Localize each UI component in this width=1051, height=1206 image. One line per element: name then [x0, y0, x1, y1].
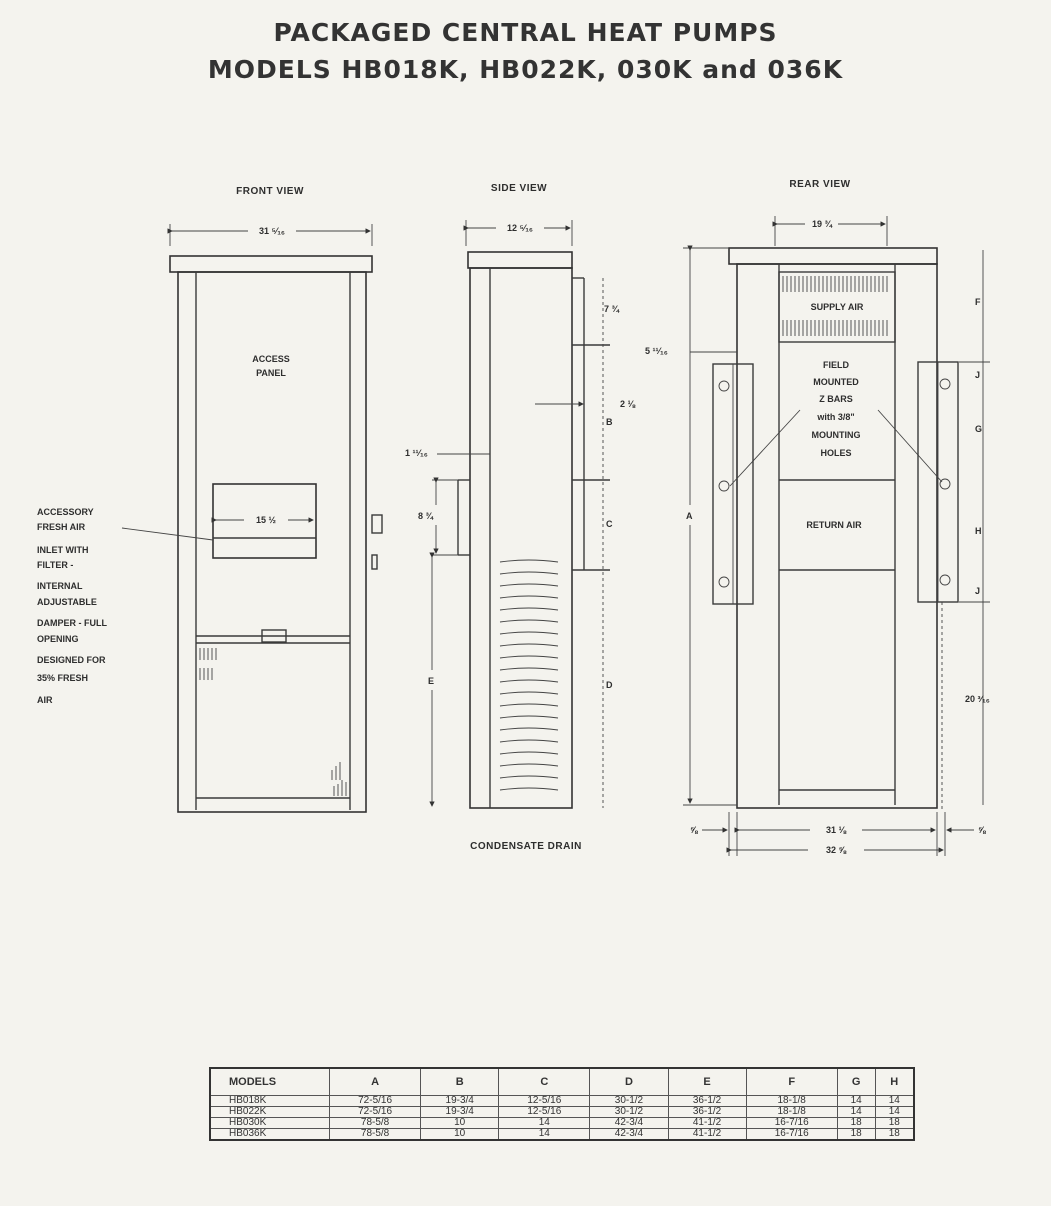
rear-edge-right: ⅝ [978, 825, 986, 835]
table-cell: 41-1/2 [668, 1129, 746, 1141]
svg-text:MOUNTED: MOUNTED [813, 377, 859, 387]
page-subtitle: MODELS HB018K, HB022K, 030K and 036K [207, 55, 844, 84]
svg-text:FIELD: FIELD [823, 360, 849, 370]
table-cell: 72-5/16 [330, 1096, 421, 1107]
svg-text:INTERNAL: INTERNAL [37, 581, 83, 591]
front-cabinet [178, 272, 366, 812]
access-panel-label-1: ACCESS [252, 354, 290, 364]
table-header-row [210, 1068, 914, 1096]
table-cell: HB022K [210, 1107, 330, 1118]
svg-text:INLET WITH: INLET WITH [37, 545, 89, 555]
table-cell: 18 [875, 1129, 914, 1141]
side-recess-dim: 8 ¾ [418, 511, 434, 521]
svg-text:ADJUSTABLE: ADJUSTABLE [37, 597, 97, 607]
svg-text:OPENING: OPENING [37, 634, 79, 644]
rear-top-cap [729, 248, 937, 264]
rear-bottom-inner-dim: 31 ⅛ [825, 825, 847, 835]
table-cell: 78-5/8 [330, 1118, 421, 1129]
side-view-heading: SIDE VIEW [490, 183, 548, 194]
table-cell: 19-3/4 [421, 1107, 499, 1118]
svg-text:FILTER -: FILTER - [37, 560, 74, 570]
table-cell: 42-3/4 [590, 1129, 668, 1141]
table-row [210, 1096, 914, 1107]
table-cell: 14 [499, 1118, 590, 1129]
front-top-cap [170, 256, 372, 272]
table-cell: 78-5/8 [330, 1129, 421, 1141]
rear-dim-f: F [975, 297, 981, 307]
rear-view [645, 179, 990, 856]
table-header: C [499, 1068, 590, 1096]
condensate-drain-label: CONDENSATE DRAIN [470, 841, 582, 852]
table-header: A [330, 1068, 421, 1096]
table-cell: 12-5/16 [499, 1096, 590, 1107]
supply-air-label: SUPPLY AIR [810, 302, 864, 312]
table-header: E [668, 1068, 746, 1096]
svg-text:MOUNTING: MOUNTING [811, 430, 861, 440]
table-header: B [421, 1068, 499, 1096]
side-louvres [500, 560, 558, 790]
side-step-dim: 2 ⅛ [620, 399, 636, 409]
side-top-dim: 7 ¾ [604, 304, 620, 314]
side-offset-dim: 1 ¹¹⁄₁₆ [405, 448, 428, 458]
svg-text:Z BARS: Z BARS [819, 394, 853, 404]
access-panel-label-2: PANEL [256, 368, 286, 378]
table-cell: 18 [837, 1129, 875, 1141]
side-dim-c: C [606, 519, 613, 529]
inlet-width-dim: 15 ½ [255, 515, 277, 525]
table-cell: 14 [875, 1107, 914, 1118]
table-row [210, 1129, 914, 1141]
return-air-label: RETURN AIR [806, 520, 862, 530]
table-header: F [746, 1068, 837, 1096]
table-header: MODELS [210, 1068, 330, 1096]
rear-dim-g: G [975, 424, 983, 434]
svg-text:AIR: AIR [37, 695, 53, 705]
svg-text:DESIGNED FOR: DESIGNED FOR [37, 655, 106, 665]
rear-dim-a: A [686, 511, 693, 521]
accessory-note [37, 507, 107, 705]
side-top-cap [468, 252, 572, 268]
table-cell: 18 [837, 1118, 875, 1129]
side-dim-e: E [428, 676, 435, 686]
dimensions-table [209, 1067, 915, 1141]
table-cell: 30-1/2 [590, 1107, 668, 1118]
svg-text:ACCESSORY: ACCESSORY [37, 507, 94, 517]
side-dim-d: D [606, 680, 613, 690]
rear-top-dim: 19 ¾ [811, 219, 833, 229]
table-cell: 18 [875, 1118, 914, 1129]
table-cell: 14 [875, 1096, 914, 1107]
svg-text:HOLES: HOLES [820, 448, 852, 458]
table-cell: HB030K [210, 1118, 330, 1129]
rear-dim-h: H [975, 526, 982, 536]
svg-text:DAMPER - FULL: DAMPER - FULL [37, 618, 107, 628]
side-view [405, 183, 636, 852]
table-row [210, 1107, 914, 1118]
svg-text:35% FRESH: 35% FRESH [37, 673, 89, 683]
table-cell: 10 [421, 1129, 499, 1141]
svg-text:FRESH AIR: FRESH AIR [37, 522, 86, 532]
table-cell: 16-7/16 [746, 1118, 837, 1129]
table-header: G [837, 1068, 875, 1096]
table-row [210, 1118, 914, 1129]
front-width-dim: 31 ⁵⁄₁₆ [258, 226, 286, 236]
rear-left-dim: 5 ¹¹⁄₁₆ [645, 346, 668, 356]
front-view-heading: FRONT VIEW [236, 186, 304, 197]
table-cell: 41-1/2 [668, 1118, 746, 1129]
table-header: D [590, 1068, 668, 1096]
rear-view-heading: REAR VIEW [789, 179, 851, 190]
table-cell: 36-1/2 [668, 1096, 746, 1107]
svg-text:with 3/8": with 3/8" [817, 412, 855, 422]
rear-dim-j-bottom: J [975, 586, 981, 596]
table-cell: 12-5/16 [499, 1107, 590, 1118]
page-title: PACKAGED CENTRAL HEAT PUMPS [273, 18, 778, 47]
table-header: H [875, 1068, 914, 1096]
table-cell: 42-3/4 [590, 1118, 668, 1129]
side-depth-dim: 12 ⁵⁄₁₆ [506, 223, 534, 233]
table-cell: 19-3/4 [421, 1096, 499, 1107]
side-cabinet [470, 268, 572, 808]
rear-bottom-dim: 20 ³⁄₁₆ [965, 694, 990, 704]
table-cell: 14 [837, 1096, 875, 1107]
rear-cabinet [737, 264, 937, 808]
table-cell: 14 [837, 1107, 875, 1118]
table-cell: 14 [499, 1129, 590, 1141]
table-cell: 18-1/8 [746, 1096, 837, 1107]
rear-dim-j-top: J [975, 370, 981, 380]
table-cell: 10 [421, 1118, 499, 1129]
table-cell: 18-1/8 [746, 1107, 837, 1118]
table-cell: 72-5/16 [330, 1107, 421, 1118]
rear-edge-left: ⅝ [690, 825, 698, 835]
rear-bottom-outer-dim: 32 ⅝ [825, 845, 847, 855]
table-cell: HB036K [210, 1129, 330, 1141]
table-cell: HB018K [210, 1096, 330, 1107]
table-cell: 30-1/2 [590, 1096, 668, 1107]
table-cell: 36-1/2 [668, 1107, 746, 1118]
front-view [37, 186, 382, 812]
side-dim-b: B [606, 417, 613, 427]
z-bar-note [812, 360, 861, 458]
table-cell: 16-7/16 [746, 1129, 837, 1141]
